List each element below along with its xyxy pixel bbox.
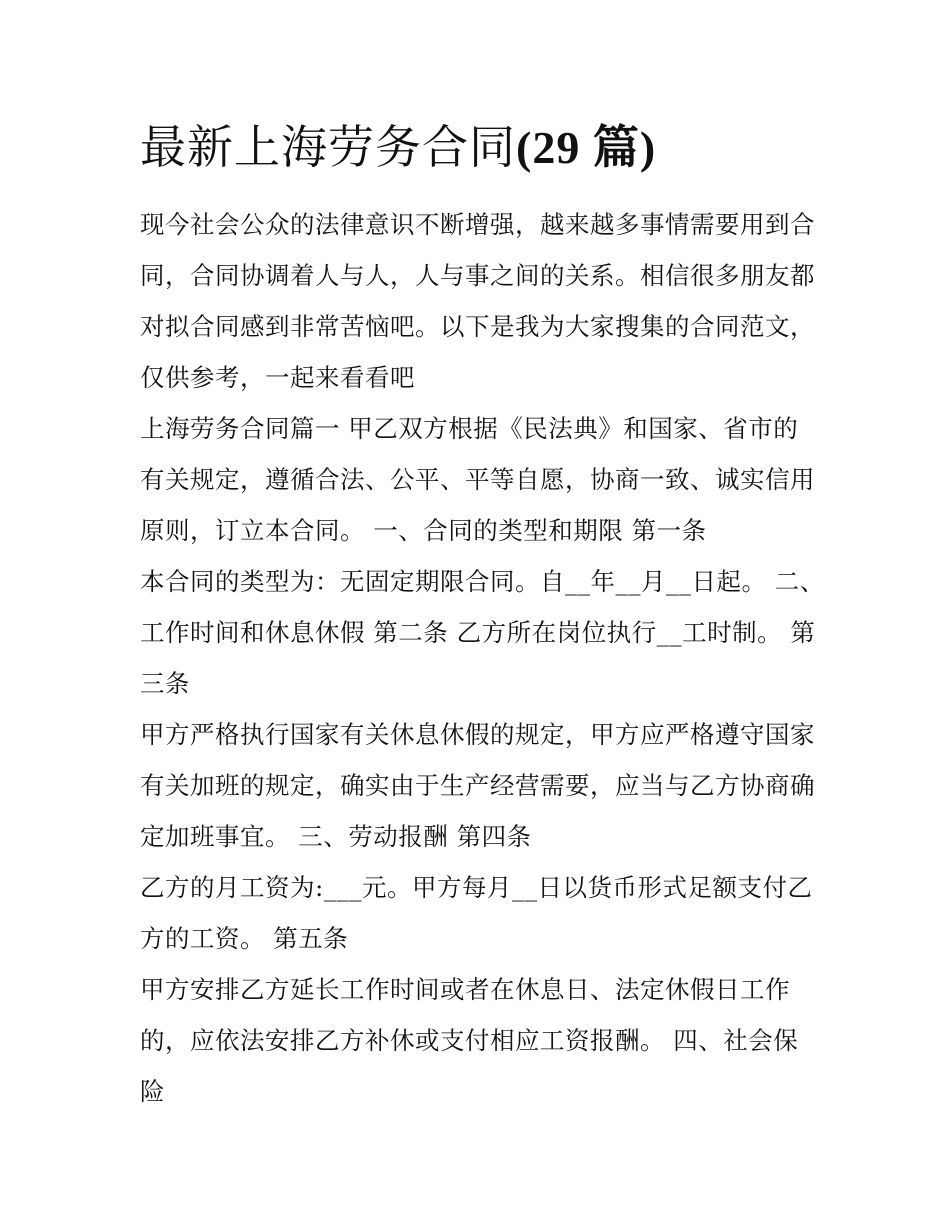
text-line: 险 <box>140 1077 165 1106</box>
text-line: 定加班事宜。 三、劳动报酬 第四条 <box>140 822 532 851</box>
text-line: 三条 <box>140 669 190 698</box>
document-title-count: (29 篇) <box>516 122 657 173</box>
text-line: 甲方严格执行国家有关休息休假的规定，甲方应严格遵守国家 <box>140 720 815 749</box>
text-line: 原则，订立本合同。 一、合同的类型和期限 第一条 <box>140 516 707 545</box>
text-line: 有关加班的规定，确实由于生产经营需要，应当与乙方协商确 <box>140 771 815 800</box>
text-line: 有关规定，遵循合法、公平、平等自愿，协商一致、诚实信用 <box>140 465 815 494</box>
text-line: 甲方安排乙方延长工作时间或者在休息日、法定休假日工作 <box>140 975 790 1004</box>
document-body <box>140 199 825 1117</box>
text-line: 现今社会公众的法律意识不断增强，越来越多事情需要用到合 <box>140 210 815 239</box>
text-line: 方的工资。 第五条 <box>140 924 349 953</box>
text-line: 对拟合同感到非常苦恼吧。以下是我为大家搜集的合同范文， <box>140 312 815 341</box>
text-line: 的，应依法安排乙方补休或支付相应工资报酬。 四、社会保 <box>140 1026 799 1055</box>
text-line: 乙方的月工资为:___元。甲方每月__日以货币形式足额支付乙 <box>140 873 813 902</box>
text-line: 同，合同协调着人与人，人与事之间的关系。相信很多朋友都 <box>140 261 815 290</box>
text-line: 工作时间和休息休假 第二条 乙方所在岗位执行__工时制。 第 <box>140 618 816 647</box>
document-title-main: 最新上海劳务合同 <box>140 120 516 174</box>
text-line: 本合同的类型为：无固定期限合同。自__年__月__日起。 二、 <box>140 567 825 596</box>
text-line: 上海劳务合同篇一 甲乙双方根据《民法典》和国家、省市的 <box>140 414 799 443</box>
text-line: 仅供参考，一起来看看吧 <box>140 363 415 392</box>
document-title <box>140 118 656 177</box>
